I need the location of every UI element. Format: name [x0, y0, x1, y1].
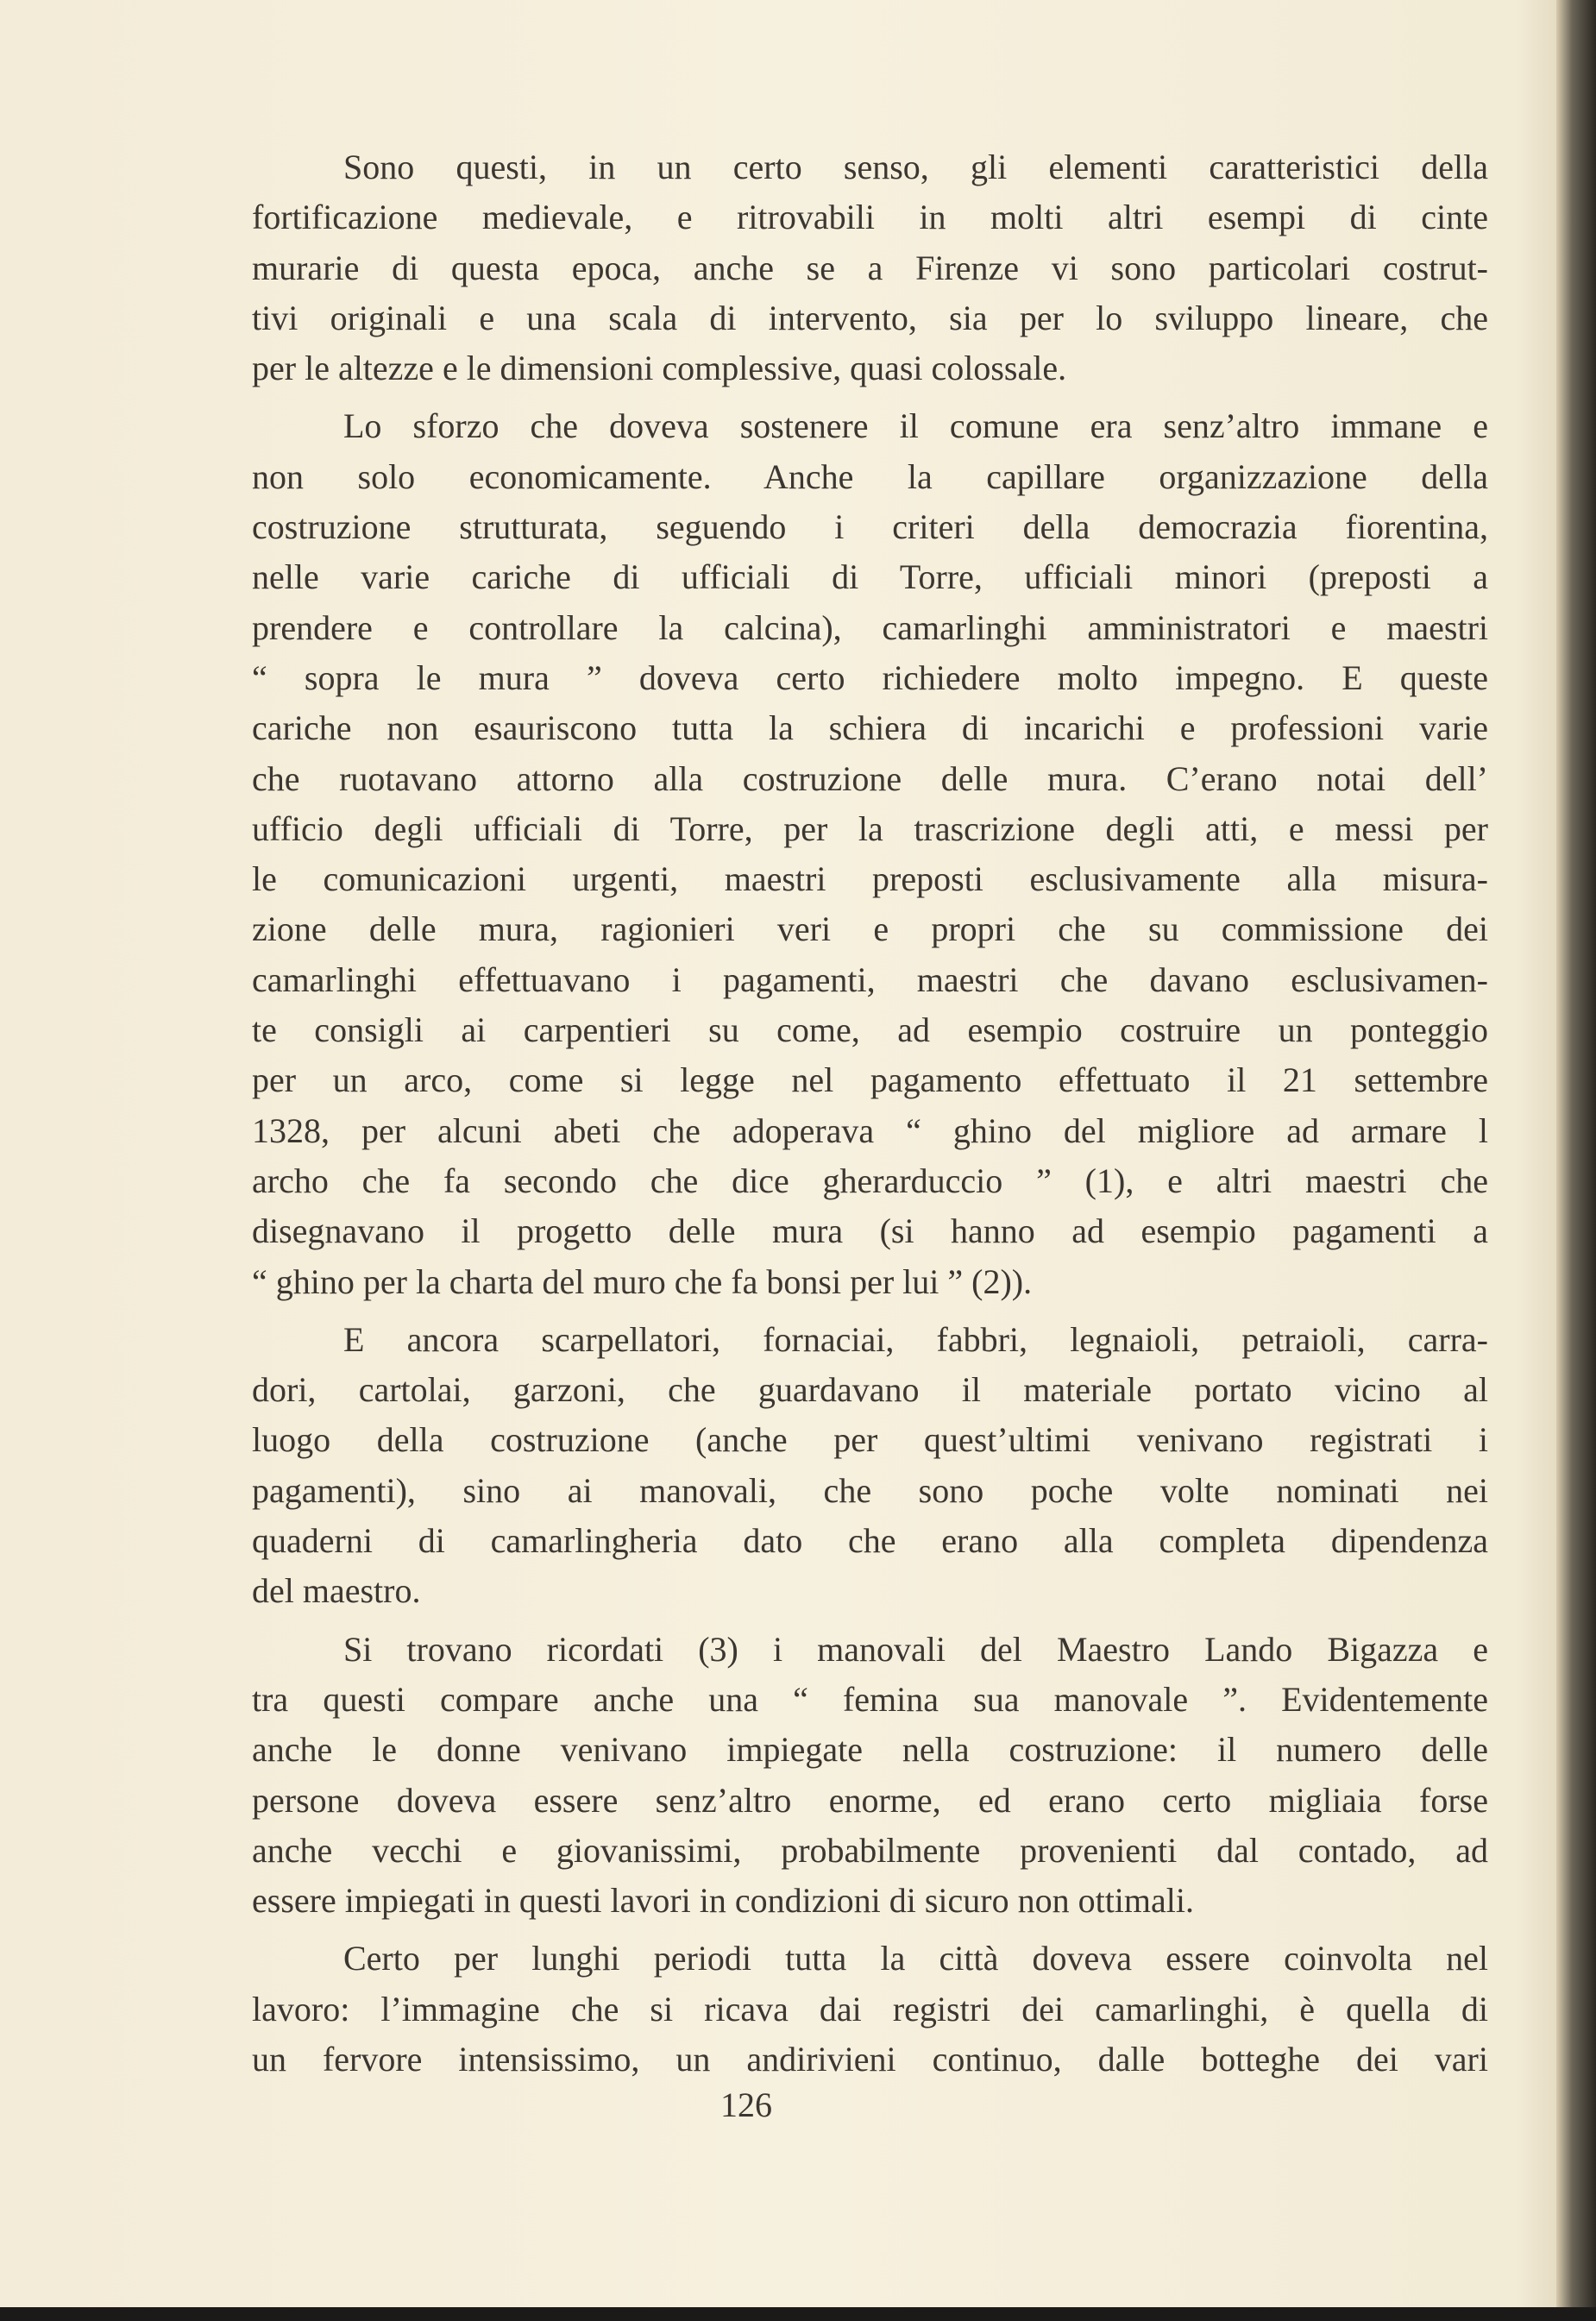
text-line: ufficio degli ufficiali di Torre, per la trascrizione degli atti, e messi per [252, 808, 1488, 848]
paragraph [252, 401, 1488, 1306]
text-line: “ sopra le mura ” doveva certo richiedere molto impegno. E queste [252, 657, 1488, 697]
text-line: anche vecchi e giovanissimi, probabilmente provenienti dal contado, ad [252, 1830, 1488, 1870]
text-line: le comunicazioni urgenti, maestri preposti esclusivamente alla misura- [252, 859, 1488, 899]
text-line: non solo economicamente. Anche la capillare organizzazione della [252, 456, 1488, 496]
text-line: Lo sforzo che doveva sostenere il comune era senz’altro immane e [343, 406, 1488, 446]
text-line: archo che fa secondo che dice gherarduccio ” (1), e altri maestri che [252, 1160, 1488, 1200]
text-line: camarlinghi effettuavano i pagamenti, maestri che davano esclusivamen- [252, 959, 1488, 999]
text-line: cariche non esauriscono tutta la schiera di incarichi e professioni varie [252, 708, 1488, 748]
text-line: anche le donne venivano impiegate nella costruzione: il numero delle [252, 1730, 1488, 1770]
body-text [252, 142, 1488, 2092]
text-line: Sono questi, in un certo senso, gli elementi caratteristici della [343, 148, 1488, 186]
text-line: murarie di questa epoca, anche se a Firenze vi sono particolari costrut- [252, 248, 1488, 287]
text-line: per un arco, come si legge nel pagamento effettuato il 21 settembre [252, 1060, 1488, 1100]
text-line: un fervore intensissimo, un andirivieni continuo, dalle botteghe dei vari [252, 2039, 1488, 2079]
text-line: E ancora scarpellatori, fornaciai, fabbri, legnaioli, petraioli, carra- [343, 1319, 1488, 1359]
text-line: tivi originali e una scala di intervento, sia per lo sviluppo lineare, che [252, 298, 1488, 337]
paragraph [252, 142, 1488, 393]
text-line: “ ghino per la charta del muro che fa bonsi per lui ” (2)). [252, 1261, 1033, 1301]
paragraph [252, 1315, 1488, 1617]
text-line: costruzione strutturata, seguendo i criteri della democrazia fiorentina, [252, 507, 1488, 547]
book-binding-edge [1556, 0, 1596, 2321]
text-line: te consigli ai carpentieri su come, ad esempio costruire un ponteggio [252, 1010, 1488, 1050]
text-line: dori, cartolai, garzoni, che guardavano il materiale portato vicino al [252, 1370, 1488, 1410]
text-line: lavoro: l’immagine che si ricava dai registri dei camarlinghi, è quella di [252, 1989, 1488, 2029]
text-line: nelle varie cariche di ufficiali di Torre, ufficiali minori (preposti a [252, 557, 1488, 597]
text-line: Certo per lunghi periodi tutta la città doveva essere coinvolta nel [343, 1939, 1488, 1978]
text-line: disegnavano il progetto delle mura (si hanno ad esempio pagamenti a [252, 1211, 1488, 1251]
text-line: 1328, per alcuni abeti che adoperava “ ghino del migliore ad armare l [252, 1110, 1488, 1150]
text-line: Si trovano ricordati (3) i manovali del Maestro Lando Bigazza e [343, 1629, 1488, 1669]
text-line: pagamenti), sino ai manovali, che sono poche volte nominati nei [252, 1470, 1488, 1510]
paragraph [252, 1625, 1488, 1927]
text-line: prendere e controllare la calcina), camarlinghi amministratori e maestri [252, 607, 1488, 647]
text-line: fortificazione medievale, e ritrovabili in molti altri esempi di cinte [252, 198, 1488, 237]
text-line: del maestro. [252, 1571, 421, 1611]
paragraph [252, 1934, 1488, 2085]
text-line: che ruotavano attorno alla costruzione delle mura. C’erano notai dell’ [252, 758, 1488, 798]
scan-bottom-edge [0, 2307, 1596, 2321]
text-line: luogo della costruzione (anche per quest’ultimi venivano registrati i [252, 1420, 1488, 1460]
page-number: 126 [720, 2085, 772, 2124]
text-line: persone doveva essere senz’altro enorme, ed erano certo migliaia forse [252, 1780, 1488, 1820]
text-line: quaderni di camarlingheria dato che erano alla completa dipendenza [252, 1521, 1488, 1561]
text-line: essere impiegati in questi lavori in condizioni di sicuro non ottimali. [252, 1881, 1195, 1921]
text-line: per le altezze e le dimensioni complessive, quasi colossale. [252, 349, 1067, 388]
text-line: zione delle mura, ragionieri veri e propri che su commissione dei [252, 909, 1488, 949]
text-line: tra questi compare anche una “ femina sua manovale ”. Evidentemente [252, 1679, 1488, 1719]
